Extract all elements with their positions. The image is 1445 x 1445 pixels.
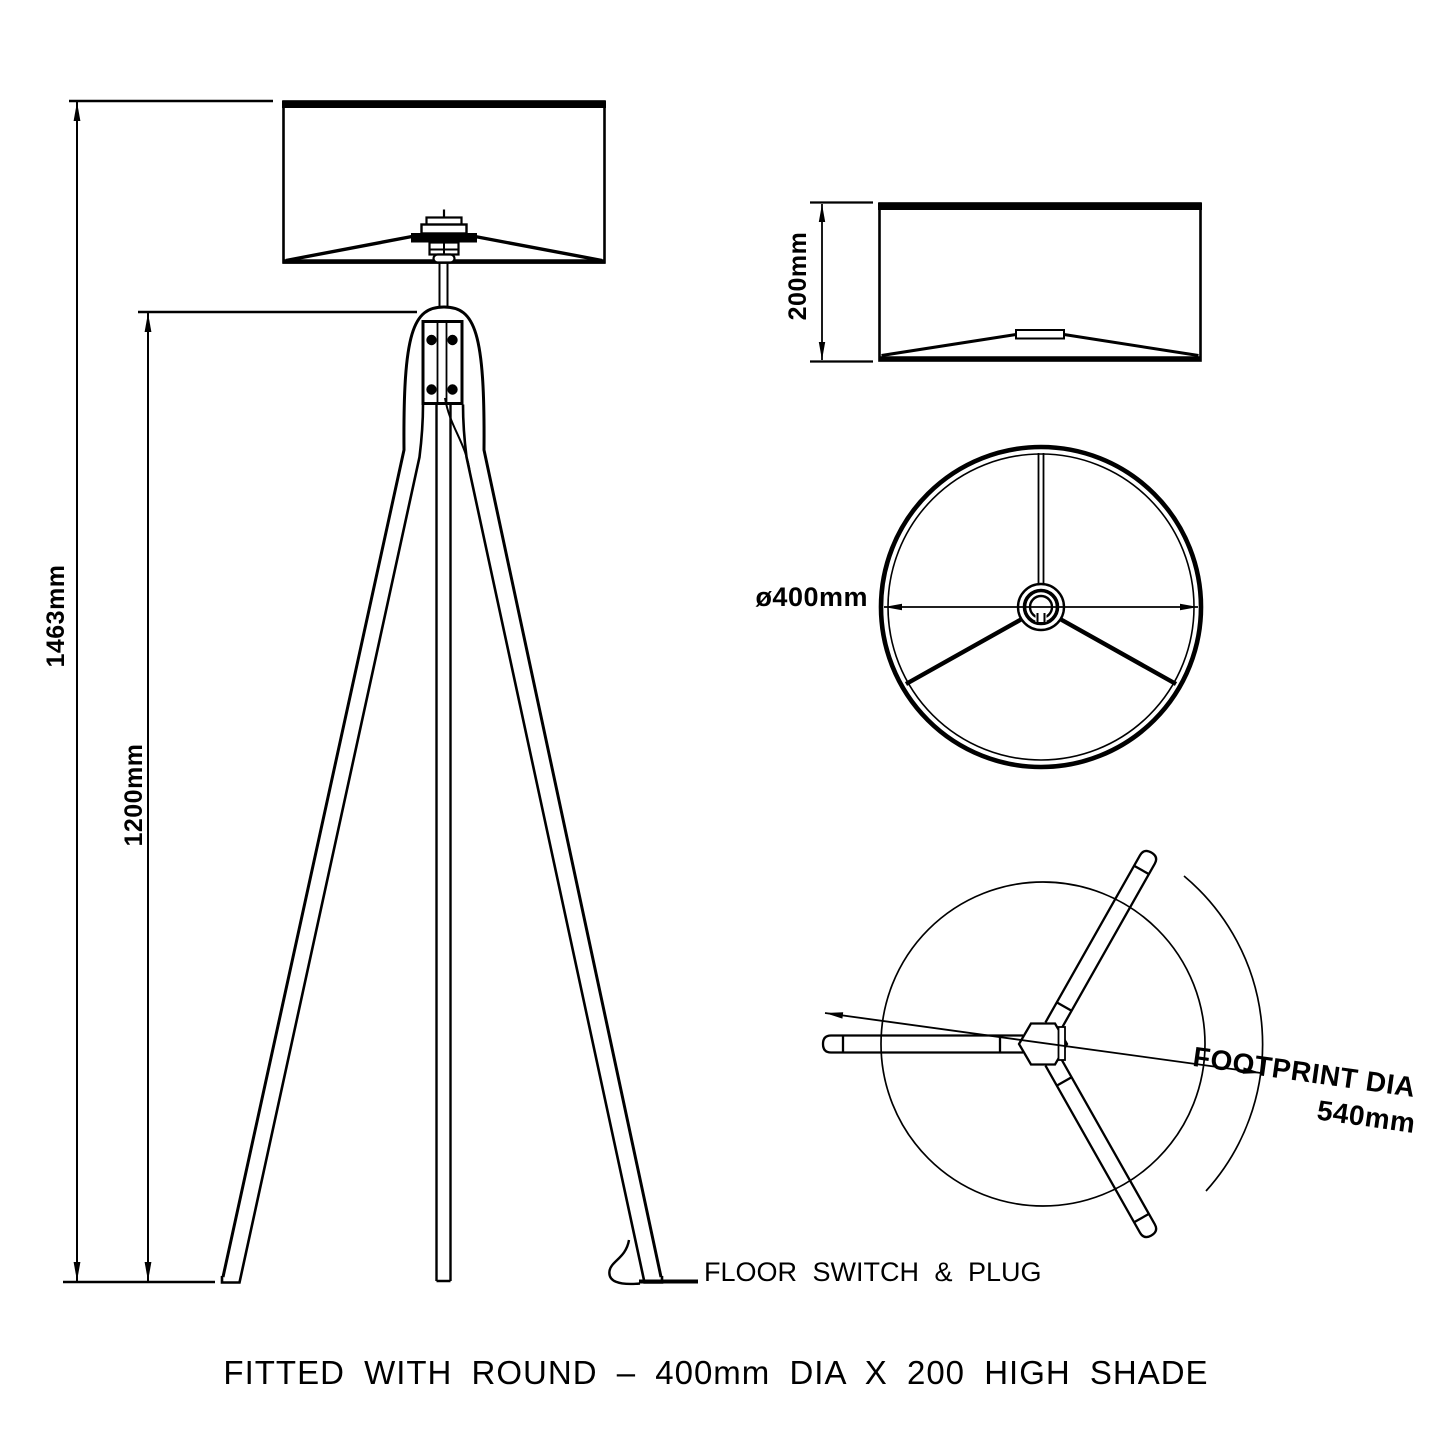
leg-joint-lines xyxy=(1057,866,1149,1011)
shade-diameter-label: ø400mm xyxy=(755,582,868,612)
bolt-icon xyxy=(426,335,436,345)
tripod-outline xyxy=(223,307,661,1277)
lamp-pole xyxy=(440,263,448,308)
footprint-label-line2: 540mm xyxy=(1315,1094,1418,1139)
arrow-up-icon xyxy=(74,102,81,121)
gimbal-plate xyxy=(1016,330,1064,339)
dimension-shade-diameter xyxy=(755,582,1198,612)
footprint-label-line1: FOOTPRINT DIA xyxy=(1191,1041,1418,1103)
arrow-up-icon xyxy=(819,204,825,222)
shade-height-label: 200mm xyxy=(784,231,812,321)
leg-joint-lines xyxy=(843,1036,1000,1053)
leg-outline xyxy=(823,1036,1023,1053)
shade-top-view xyxy=(755,447,1201,767)
right-leg-inner xyxy=(463,405,662,1283)
bracket-plate xyxy=(423,322,462,404)
hub-bar xyxy=(1059,1027,1066,1060)
arrow-upleft-icon xyxy=(825,1012,843,1018)
leg-outline xyxy=(1045,848,1158,1030)
holder-ring xyxy=(422,225,467,234)
leg-joint-lines xyxy=(1057,1077,1149,1222)
footprint-leg-left xyxy=(823,1036,1023,1053)
holder-flange xyxy=(411,233,477,243)
total-height-label: 1463mm xyxy=(42,564,70,668)
arrow-right-icon xyxy=(1180,604,1198,610)
arrow-up-icon xyxy=(145,313,152,332)
drawing-caption: FITTED WITH ROUND – 400mm DIA X 200 HIGH SHADE xyxy=(223,1354,1209,1391)
bolt-icon xyxy=(447,384,457,394)
shade-front xyxy=(282,102,606,263)
leg-outline xyxy=(1045,1057,1158,1239)
arrow-left-icon xyxy=(884,604,902,610)
arrow-down-icon xyxy=(145,1262,152,1281)
spoke-top xyxy=(1039,453,1044,584)
stand-height-label: 1200mm xyxy=(120,743,148,847)
shade-side-view xyxy=(784,203,1202,362)
footprint-leg-upper-right xyxy=(1045,848,1158,1030)
front-leg xyxy=(437,405,451,1282)
cable-loop xyxy=(609,1240,640,1284)
arrow-down-icon xyxy=(74,1262,81,1281)
footprint-leg-lower-right xyxy=(1045,1057,1158,1239)
footprint-arc xyxy=(1184,876,1263,1191)
bolt-icon xyxy=(447,335,457,345)
dimension-total-height xyxy=(42,101,273,1281)
dimension-stand-height xyxy=(120,312,417,1281)
floor-switch-label: FLOOR SWITCH & PLUG xyxy=(704,1257,1042,1287)
dimension-shade-height xyxy=(784,203,873,362)
footprint-view xyxy=(823,848,1417,1239)
bolt-icon xyxy=(426,384,436,394)
arrow-down-icon xyxy=(819,342,825,360)
holder-skirt xyxy=(434,255,455,263)
